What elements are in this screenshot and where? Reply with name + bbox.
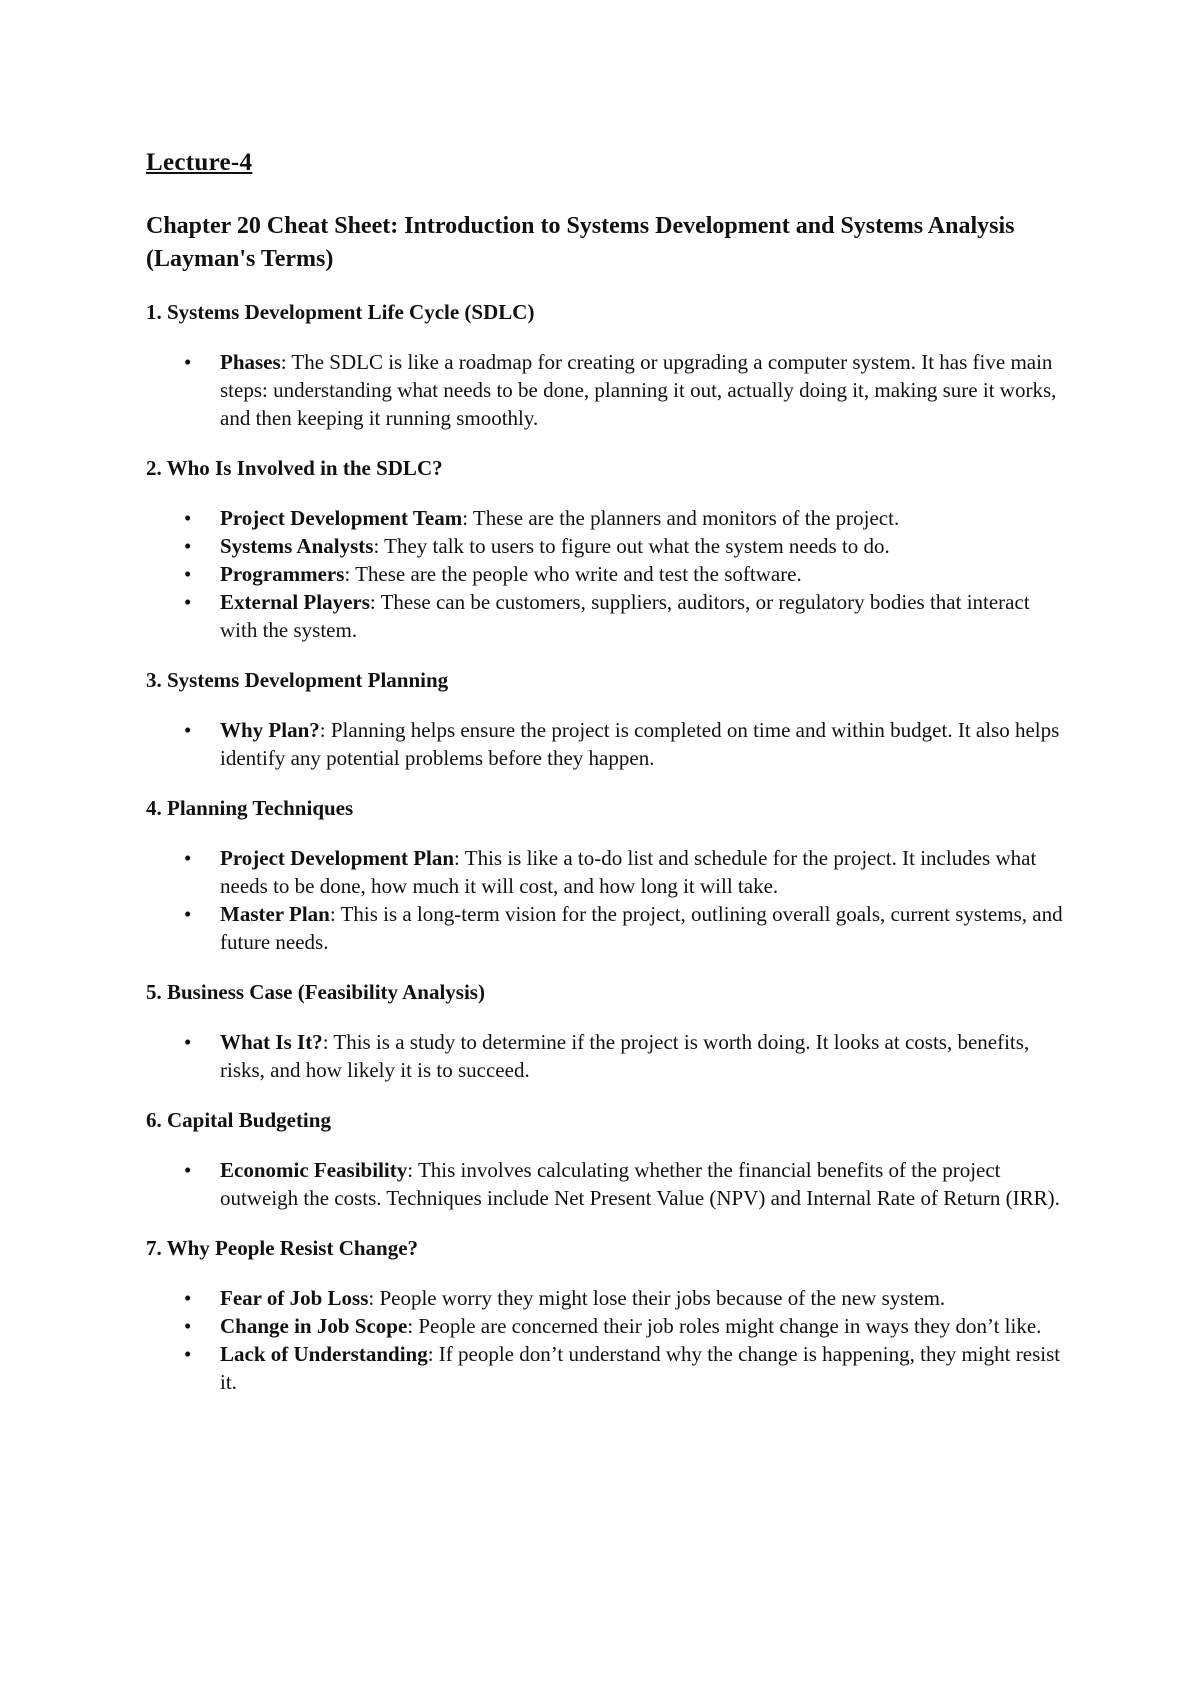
- bullet-icon: •: [184, 1314, 192, 1338]
- bullet-item: [146, 560, 1066, 588]
- bullet-item: [146, 1028, 1066, 1084]
- bullet-icon: •: [184, 1158, 192, 1182]
- section: [146, 978, 1066, 1084]
- section-heading: 4. Planning Techniques: [146, 796, 354, 820]
- lecture-title: Lecture-4: [146, 149, 253, 176]
- bullet-item: [146, 1156, 1066, 1212]
- bullet-icon: •: [184, 1030, 192, 1054]
- bullet-text: : This is a long-term vision for the project, outlining overall goals, current systems, and future needs.: [220, 902, 1063, 954]
- bullet-item: [146, 716, 1066, 772]
- bullet-item: [146, 1284, 1066, 1312]
- section-heading: 6. Capital Budgeting: [146, 1108, 331, 1132]
- sections-container: [146, 298, 1066, 1396]
- section: [146, 666, 1066, 772]
- bullet-term: Phases: [220, 350, 281, 374]
- section-heading: 7. Why People Resist Change?: [146, 1236, 419, 1260]
- bullet-term: What Is It?: [220, 1030, 323, 1054]
- bullet-item: [146, 1312, 1066, 1340]
- bullet-text: : This is like a to-do list and schedule for the project. It includes what needs to be done, how much it will cost, and how long it will take.: [220, 846, 1037, 898]
- section-heading: 2. Who Is Involved in the SDLC?: [146, 456, 443, 480]
- section: [146, 454, 1066, 644]
- bullet-text: : If people don’t understand why the change is happening, they might resist it.: [220, 1342, 1061, 1394]
- bullet-item: [146, 1340, 1066, 1396]
- bullet-term: Systems Analysts: [220, 534, 374, 558]
- document-page: [146, 148, 1066, 1418]
- bullet-list: [146, 716, 1066, 772]
- bullet-term: External Players: [220, 590, 370, 614]
- bullet-text: : This is a study to determine if the project is worth doing. It looks at costs, benefits, risks, and how likely it is to succeed.: [220, 1030, 1030, 1082]
- bullet-list: [146, 844, 1066, 956]
- bullet-icon: •: [184, 846, 192, 870]
- bullet-item: [146, 504, 1066, 532]
- bullet-text: : People worry they might lose their jobs because of the new system.: [368, 1286, 946, 1310]
- bullet-term: Programmers: [220, 562, 345, 586]
- bullet-icon: •: [184, 590, 192, 614]
- bullet-term: Why Plan?: [220, 718, 320, 742]
- bullet-icon: •: [184, 902, 192, 926]
- bullet-term: Change in Job Scope: [220, 1314, 408, 1338]
- bullet-text: : These are the planners and monitors of the project.: [462, 506, 900, 530]
- bullet-icon: •: [184, 718, 192, 742]
- bullet-item: [146, 900, 1066, 956]
- section-heading: 3. Systems Development Planning: [146, 668, 449, 692]
- bullet-term: Project Development Plan: [220, 846, 455, 870]
- bullet-text: : People are concerned their job roles might change in ways they don’t like.: [407, 1314, 1042, 1338]
- bullet-icon: •: [184, 350, 192, 374]
- bullet-list: [146, 348, 1066, 432]
- section: [146, 1106, 1066, 1212]
- bullet-icon: •: [184, 534, 192, 558]
- bullet-item: [146, 844, 1066, 900]
- bullet-icon: •: [184, 1286, 192, 1310]
- bullet-list: [146, 1284, 1066, 1396]
- bullet-term: Master Plan: [220, 902, 330, 926]
- section-heading: 5. Business Case (Feasibility Analysis): [146, 980, 485, 1004]
- bullet-term: Lack of Understanding: [220, 1342, 428, 1366]
- bullet-text: : These can be customers, suppliers, auditors, or regulatory bodies that interact with the system.: [220, 590, 1030, 642]
- bullet-icon: •: [184, 562, 192, 586]
- bullet-icon: •: [184, 506, 192, 530]
- bullet-item: [146, 348, 1066, 432]
- bullet-term: Fear of Job Loss: [220, 1286, 369, 1310]
- bullet-text: : Planning helps ensure the project is completed on time and within budget. It also helps identify any potential problems before they happen.: [220, 718, 1060, 770]
- bullet-item: [146, 588, 1066, 644]
- bullet-term: Economic Feasibility: [220, 1158, 408, 1182]
- section: [146, 794, 1066, 956]
- bullet-list: [146, 1156, 1066, 1212]
- bullet-list: [146, 1028, 1066, 1084]
- section: [146, 298, 1066, 432]
- bullet-item: [146, 532, 1066, 560]
- bullet-text: : They talk to users to figure out what the system needs to do.: [373, 534, 890, 558]
- bullet-text: : The SDLC is like a roadmap for creating or upgrading a computer system. It has five main steps: understanding what needs to be done, planning it out, actually doing it, making sure it works, and then keeping it running smoothly.: [220, 350, 1057, 430]
- bullet-text: : These are the people who write and test the software.: [344, 562, 802, 586]
- document-title: Chapter 20 Cheat Sheet: Introduction to Systems Development and Systems Analysis (Layman's Terms): [146, 213, 1015, 272]
- bullet-term: Project Development Team: [220, 506, 463, 530]
- bullet-text: : This involves calculating whether the financial benefits of the project outweigh the costs. Techniques include Net Present Value (NPV) and Internal Rate of Return (IRR).: [220, 1158, 1060, 1210]
- section: [146, 1234, 1066, 1396]
- bullet-icon: •: [184, 1342, 192, 1366]
- section-heading: 1. Systems Development Life Cycle (SDLC): [146, 300, 535, 324]
- bullet-list: [146, 504, 1066, 644]
